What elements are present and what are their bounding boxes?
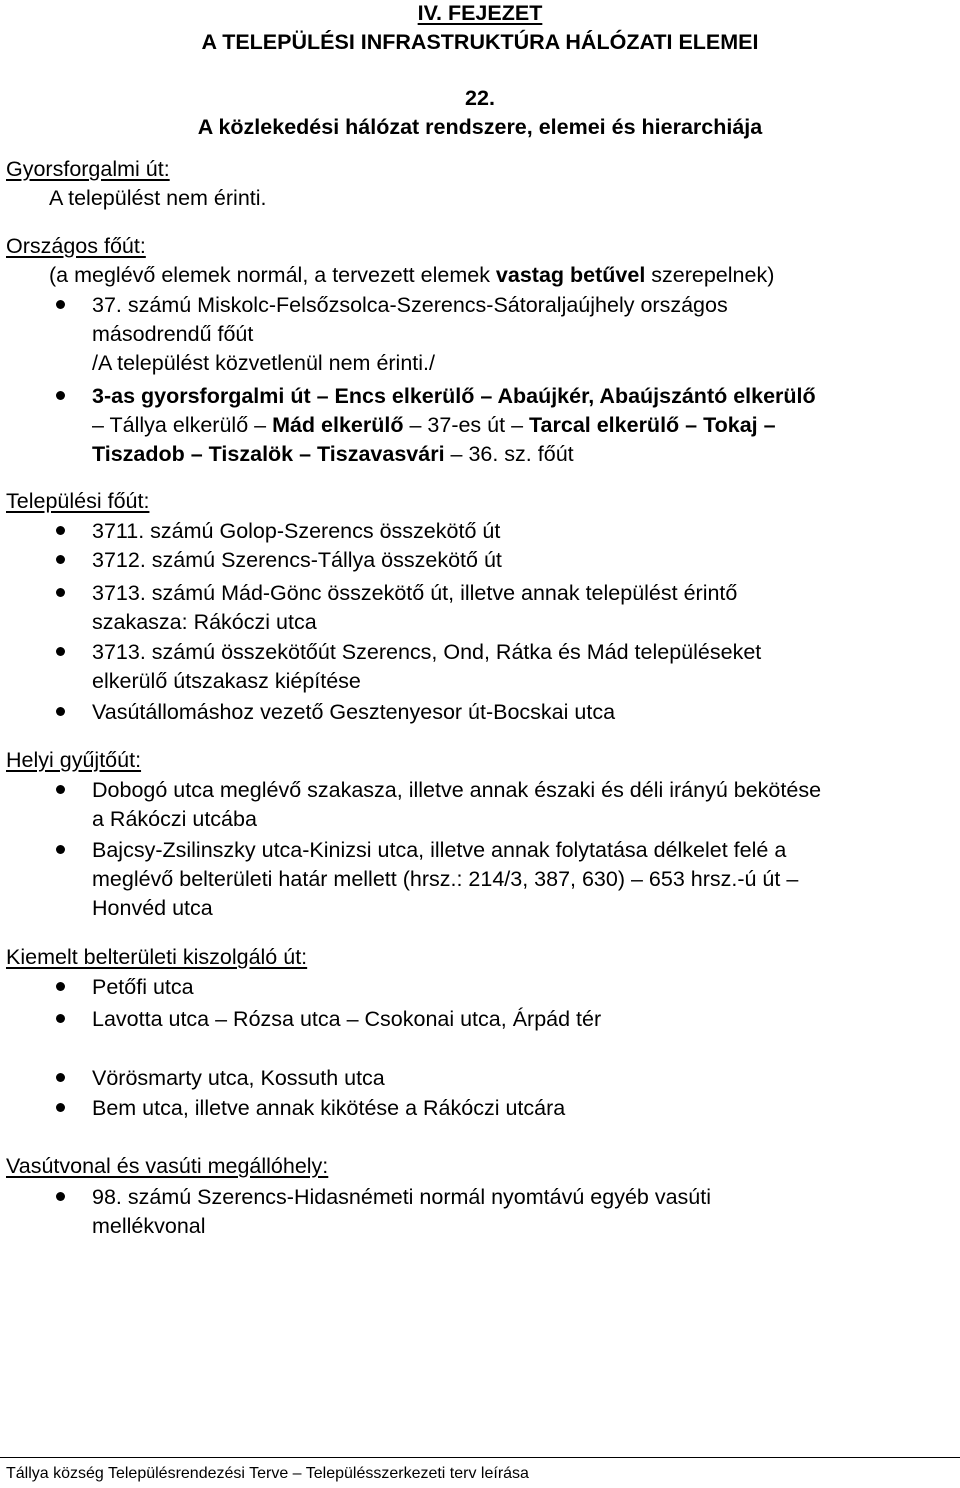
section-title: A közlekedési hálózat rendszere, elemei és hierarchiája: [197, 115, 763, 139]
bullet-icon: [56, 1103, 65, 1112]
page-footer: Tállya község Településrendezési Terve – Településszerkezeti terv leírása: [6, 1465, 529, 1482]
national-road-item-2-line-1: 3-as gyorsforgalmi út – Encs elkerülő – Abaújkér, Abaújszántó elkerülő: [92, 384, 816, 408]
settlement-road-heading: Települési főút:: [6, 489, 150, 513]
route-segment: – 37-es út –: [403, 413, 529, 437]
local-collector-item-continued: a Rákóczi utcába: [92, 807, 257, 831]
chapter-label: IV. FEJEZET: [417, 1, 543, 25]
railway-item: 98. számú Szerencs-Hidasnémeti normál nyomtávú egyéb vasúti: [92, 1185, 712, 1209]
national-road-item-2-line-2: [92, 415, 776, 437]
service-road-item: Lavotta utca – Rózsa utca – Csokonai utca, Árpád tér: [92, 1007, 602, 1031]
route-segment: – 36. sz. főút: [444, 442, 574, 466]
bullet-icon: [56, 1192, 65, 1201]
service-road-item: Petőfi utca: [92, 975, 194, 999]
service-road-heading: Kiemelt belterületi kiszolgáló út:: [6, 945, 308, 969]
note-text-bold: vastag betűvel: [495, 263, 646, 287]
bullet-icon: [56, 982, 65, 991]
local-collector-heading: Helyi gyűjtőút:: [6, 748, 142, 772]
note-text-b: szerepelnek): [645, 263, 775, 287]
railway-item-continued: mellékvonal: [92, 1214, 206, 1238]
bullet-icon: [56, 845, 65, 854]
local-collector-item: Dobogó utca meglévő szakasza, illetve annak északi és déli irányú bekötése: [92, 778, 822, 802]
route-segment: – Tállya elkerülő –: [92, 413, 273, 437]
chapter-title: A TELEPÜLÉSI INFRASTRUKTÚRA HÁLÓZATI ELEMEI: [201, 30, 759, 54]
expressway-text: A települést nem érinti.: [49, 186, 267, 210]
settlement-road-item: 3713. számú Mád-Gönc összekötő út, illetve annak települést érintő: [92, 581, 738, 605]
settlement-road-item: 3713. számú összekötőút Szerencs, Ond, Rátka és Mád településeket: [92, 640, 762, 664]
expressway-heading: Gyorsforgalmi út:: [6, 157, 170, 181]
route-segment-bold: Mád elkerülő: [272, 413, 404, 437]
national-road-item-2-line-3: [92, 444, 574, 466]
section-number: 22.: [465, 86, 495, 110]
national-road-item-1-line-2: másodrendű főút: [92, 322, 254, 346]
settlement-road-item: 3711. számú Golop-Szerencs összekötő út: [92, 519, 501, 543]
national-road-note: [49, 265, 774, 287]
route-segment-bold: Tarcal elkerülő – Tokaj –: [529, 413, 776, 437]
bullet-icon: [56, 555, 65, 564]
national-road-item-1-line-1: 37. számú Miskolc-Felsőzsolca-Szerencs-Sátoraljaújhely országos: [92, 293, 728, 317]
service-road-item: Vörösmarty utca, Kossuth utca: [92, 1066, 385, 1090]
local-collector-item-continued: meglévő belterületi határ mellett (hrsz.: 214/3, 387, 630) – 653 hrsz.-ú út –: [92, 867, 799, 891]
settlement-road-item-continued: elkerülő útszakasz kiépítése: [92, 669, 361, 693]
service-road-item: Bem utca, illetve annak kikötése a Rákóczi utcára: [92, 1096, 566, 1120]
settlement-road-item: 3712. számú Szerencs-Tállya összekötő út: [92, 548, 502, 572]
settlement-road-item: Vasútállomáshoz vezető Gesztenyesor út-Bocskai utca: [92, 700, 616, 724]
route-segment-bold: Tiszadob – Tiszalök – Tiszavasvári: [92, 442, 445, 466]
bullet-icon: [56, 785, 65, 794]
national-road-item-1-line-3: /A települést közvetlenül nem érinti./: [92, 351, 435, 375]
local-collector-item: Bajcsy-Zsilinszky utca-Kinizsi utca, illetve annak folytatása délkelet felé a: [92, 838, 787, 862]
bullet-icon: [56, 526, 65, 535]
footer-divider: [0, 1457, 960, 1458]
bullet-icon: [56, 647, 65, 656]
bullet-icon: [56, 300, 65, 309]
bullet-icon: [56, 1073, 65, 1082]
settlement-road-item-continued: szakasza: Rákóczi utca: [92, 610, 317, 634]
bullet-icon: [56, 391, 65, 400]
bullet-icon: [56, 707, 65, 716]
local-collector-item-continued: Honvéd utca: [92, 896, 213, 920]
note-text-a: (a meglévő elemek normál, a tervezett elemek: [49, 263, 496, 287]
bullet-icon: [56, 1014, 65, 1023]
railway-heading: Vasútvonal és vasúti megállóhely:: [6, 1154, 329, 1178]
bullet-icon: [56, 588, 65, 597]
national-road-heading: Országos főút:: [6, 234, 146, 258]
